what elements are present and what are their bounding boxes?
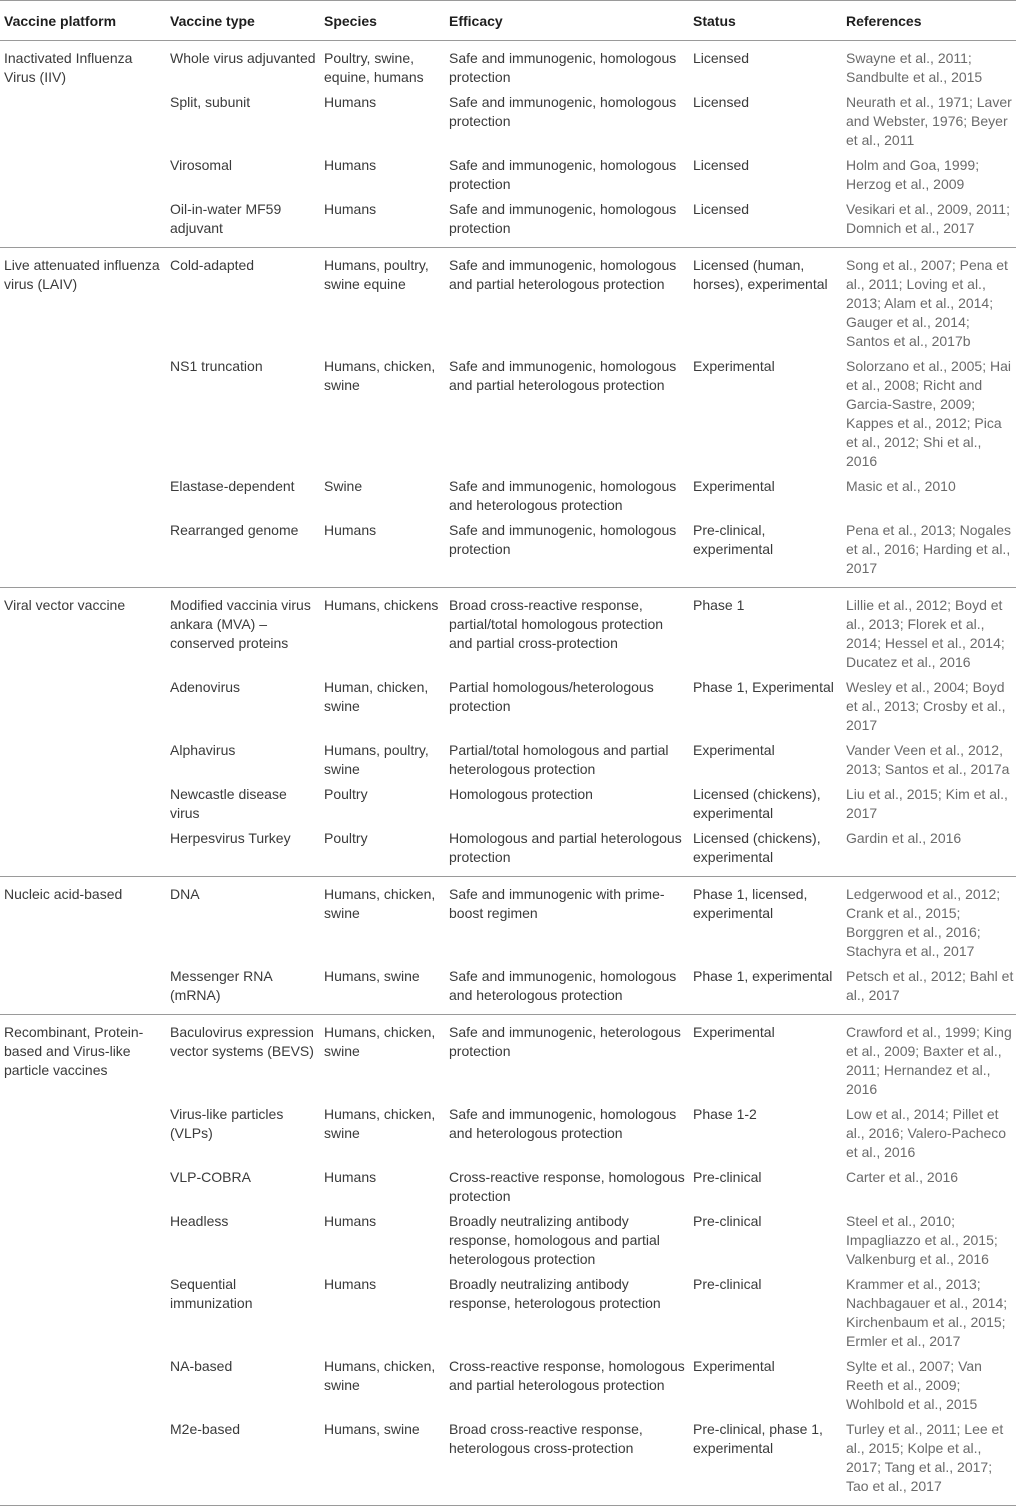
species-cell: Humans, chicken, swine [324, 358, 436, 393]
status-cell: Pre-clinical, experimental [693, 522, 774, 557]
references-cell: Masic et al., 2010 [846, 478, 956, 494]
vaccine-platform-cell: Nucleic acid-based [4, 886, 123, 902]
efficacy-cell: Safe and immunogenic, homologous protection [449, 94, 677, 129]
species-cell: Humans, swine [324, 968, 420, 984]
references-cell: Crawford et al., 1999; King et al., 2009; Baxter et al., 2011; Hernandez et al., 2016 [846, 1024, 1012, 1097]
species-cell: Humans, poultry, swine [324, 742, 429, 777]
efficacy-cell: Partial homologous/heterologous protection [449, 679, 654, 714]
efficacy-cell: Safe and immunogenic, homologous and partial heterologous protection [449, 358, 677, 393]
vaccine-type-cell: Oil-in-water MF59 adjuvant [170, 201, 282, 236]
vaccine-type-cell: Alphavirus [170, 742, 236, 758]
references-cell: Steel et al., 2010; Impagliazzo et al., 2015; Valkenburg et al., 2016 [846, 1213, 998, 1267]
references-cell: Gardin et al., 2016 [846, 830, 962, 846]
species-cell: Humans, swine [324, 1421, 420, 1437]
references-cell: Ledgerwood et al., 2012; Crank et al., 2015; Borggren et al., 2016; Stachyra et al., 2017 [846, 886, 1001, 959]
efficacy-cell: Safe and immunogenic, homologous and heterologous protection [449, 1106, 677, 1141]
vaccine-type-cell: Herpesvirus Turkey [170, 830, 291, 846]
species-cell: Humans [324, 522, 377, 538]
references-cell: Sylte et al., 2007; Van Reeth et al., 2009; Wohlbold et al., 2015 [846, 1358, 982, 1412]
platform-group [0, 1015, 1016, 1506]
efficacy-cell: Safe and immunogenic, homologous and heterologous protection [449, 478, 677, 513]
status-cell: Licensed [693, 50, 750, 66]
vaccine-platform-cell: Inactivated Influenza Virus (IIV) [4, 50, 133, 85]
references-cell: Pena et al., 2013; Nogales et al., 2016; Harding et al., 2017 [846, 522, 1012, 576]
vaccine-type-cell: Modified vaccinia virus ankara (MVA) – conserved proteins [170, 597, 311, 651]
status-cell: Phase 1, Experimental [693, 679, 834, 695]
efficacy-cell: Partial/total homologous and partial heterologous protection [449, 742, 669, 777]
table-row [0, 877, 1016, 968]
vaccine-type-cell: Newcastle disease virus [170, 786, 287, 821]
status-cell: Experimental [693, 1358, 775, 1374]
platform-group [0, 41, 1016, 248]
species-cell: Humans, chickens [324, 597, 439, 613]
references-cell: Carter et al., 2016 [846, 1169, 959, 1185]
efficacy-cell: Safe and immunogenic, homologous and heterologous protection [449, 968, 677, 1003]
status-cell: Licensed [693, 201, 750, 217]
status-cell: Experimental [693, 478, 775, 494]
status-cell: Licensed [693, 94, 750, 110]
references-cell: Neurath et al., 1971; Laver and Webster, 1976; Beyer et al., 2011 [846, 94, 1012, 148]
references-cell: Petsch et al., 2012; Bahl et al., 2017 [846, 968, 1014, 1003]
vaccine-type-cell: Baculovirus expression vector systems (BEVS) [170, 1024, 314, 1059]
species-cell: Humans, chicken, swine [324, 1024, 436, 1059]
vaccine-type-cell: Cold-adapted [170, 257, 255, 273]
species-cell: Poultry [324, 830, 368, 846]
platform-group [0, 877, 1016, 1015]
vaccine-type-cell: Messenger RNA (mRNA) [170, 968, 272, 1003]
species-cell: Humans, chicken, swine [324, 886, 436, 921]
references-cell: Liu et al., 2015; Kim et al., 2017 [846, 786, 1008, 821]
efficacy-cell: Safe and immunogenic with prime-boost regimen [449, 886, 665, 921]
vaccine-type-cell: Whole virus adjuvanted [170, 50, 316, 66]
header-vaccine-platform: Vaccine platform [4, 12, 117, 29]
status-cell: Pre-clinical [693, 1169, 762, 1185]
references-cell: Wesley et al., 2004; Boyd et al., 2013; Crosby et al., 2017 [846, 679, 1006, 733]
references-cell: Low et al., 2014; Pillet et al., 2016; Valero-Pacheco et al., 2016 [846, 1106, 1007, 1160]
efficacy-cell: Safe and immunogenic, homologous and partial heterologous protection [449, 257, 677, 292]
species-cell: Poultry [324, 786, 368, 802]
references-cell: Lillie et al., 2012; Boyd et al., 2013; Florek et al., 2014; Hessel et al., 2014; Ducatez et al., 2016 [846, 597, 1005, 670]
vaccine-type-cell: NA-based [170, 1358, 233, 1374]
vaccine-type-cell: Sequential immunization [170, 1276, 253, 1311]
status-cell: Experimental [693, 1024, 775, 1040]
references-cell: Swayne et al., 2011; Sandbulte et al., 2015 [846, 50, 983, 85]
species-cell: Humans [324, 1213, 377, 1229]
efficacy-cell: Homologous protection [449, 786, 593, 802]
vaccine-type-cell: Virus-like particles (VLPs) [170, 1106, 284, 1141]
vaccine-platform-cell: Recombinant, Protein-based and Virus-like particle vaccines [4, 1024, 144, 1078]
species-cell: Swine [324, 478, 363, 494]
efficacy-cell: Broadly neutralizing antibody response, heterologous protection [449, 1276, 661, 1311]
status-cell: Pre-clinical [693, 1276, 762, 1292]
species-cell: Humans, chicken, swine [324, 1106, 436, 1141]
references-cell: Vander Veen et al., 2012, 2013; Santos et al., 2017a [846, 742, 1010, 777]
header-efficacy: Efficacy [449, 12, 503, 29]
species-cell: Humans [324, 1276, 377, 1292]
efficacy-cell: Broad cross-reactive response, partial/total homologous protection and partial cross-protection [449, 597, 664, 651]
references-cell: Solorzano et al., 2005; Hai et al., 2008; Richt and Garcia-Sastre, 2009; Kappes et al., 2012; Pica et al., 2012; Shi et al., 2016 [846, 358, 1011, 469]
status-cell: Experimental [693, 358, 775, 374]
efficacy-cell: Safe and immunogenic, homologous protection [449, 157, 677, 192]
header-status: Status [693, 12, 736, 29]
efficacy-cell: Safe and immunogenic, homologous protection [449, 50, 677, 85]
status-cell: Licensed [693, 157, 750, 173]
status-cell: Licensed (chickens), experimental [693, 786, 821, 821]
header-species: Species [324, 12, 377, 29]
efficacy-cell: Cross-reactive response, homologous protection [449, 1169, 685, 1204]
status-cell: Phase 1 [693, 597, 745, 613]
species-cell: Humans [324, 94, 377, 110]
vaccine-type-cell: M2e-based [170, 1421, 241, 1437]
vaccine-platform-cell: Live attenuated influenza virus (LAIV) [4, 257, 160, 292]
efficacy-cell: Safe and immunogenic, heterologous protection [449, 1024, 681, 1059]
header-vaccine-type: Vaccine type [170, 12, 255, 29]
status-cell: Licensed (human, horses), experimental [693, 257, 828, 292]
status-cell: Phase 1-2 [693, 1106, 757, 1122]
status-cell: Experimental [693, 742, 775, 758]
header-references: References [846, 12, 922, 29]
references-cell: Vesikari et al., 2009, 2011; Domnich et al., 2017 [846, 201, 1010, 236]
references-cell: Krammer et al., 2013; Nachbagauer et al., 2014; Kirchenbaum et al., 2015; Ermler et al., 2017 [846, 1276, 1008, 1349]
efficacy-cell: Homologous and partial heterologous protection [449, 830, 682, 865]
vaccine-type-cell: Elastase-dependent [170, 478, 295, 494]
vaccine-type-cell: Virosomal [170, 157, 232, 173]
platform-group [0, 588, 1016, 877]
table-row [0, 1015, 1016, 1106]
species-cell: Humans [324, 157, 377, 173]
vaccine-type-cell: Split, subunit [170, 94, 251, 110]
efficacy-cell: Safe and immunogenic, homologous protection [449, 522, 677, 557]
efficacy-cell: Cross-reactive response, homologous and partial heterologous protection [449, 1358, 685, 1393]
status-cell: Phase 1, experimental [693, 968, 833, 984]
table-row [0, 248, 1016, 358]
references-cell: Turley et al., 2011; Lee et al., 2015; Kolpe et al., 2017; Tang et al., 2017; Tao et al., 2017 [846, 1421, 1004, 1494]
species-cell: Poultry, swine, equine, humans [324, 50, 424, 85]
species-cell: Humans, poultry, swine equine [324, 257, 429, 292]
vaccine-type-cell: DNA [170, 886, 200, 902]
vaccine-type-cell: Adenovirus [170, 679, 241, 695]
platform-group [0, 248, 1016, 588]
species-cell: Humans, chicken, swine [324, 1358, 436, 1393]
species-cell: Humans [324, 1169, 377, 1185]
efficacy-cell: Broad cross-reactive response, heterologous cross-protection [449, 1421, 643, 1456]
species-cell: Humans [324, 201, 377, 217]
references-cell: Song et al., 2007; Pena et al., 2011; Loving et al., 2013; Alam et al., 2014; Gauger et al., 2014; Santos et al., 2017b [846, 257, 1008, 349]
efficacy-cell: Safe and immunogenic, homologous protection [449, 201, 677, 236]
table-row [0, 41, 1016, 94]
vaccine-type-cell: Rearranged genome [170, 522, 299, 538]
vaccine-type-cell: Headless [170, 1213, 229, 1229]
table-row [0, 588, 1016, 679]
status-cell: Pre-clinical [693, 1213, 762, 1229]
status-cell: Phase 1, licensed, experimental [693, 886, 808, 921]
efficacy-cell: Broadly neutralizing antibody response, homologous and partial heterologous protection [449, 1213, 660, 1267]
references-cell: Holm and Goa, 1999; Herzog et al., 2009 [846, 157, 980, 192]
table-header [0, 1, 1016, 41]
species-cell: Human, chicken, swine [324, 679, 429, 714]
status-cell: Licensed (chickens), experimental [693, 830, 821, 865]
status-cell: Pre-clinical, phase 1, experimental [693, 1421, 823, 1456]
header-row [0, 1, 1016, 41]
vaccine-type-cell: VLP-COBRA [170, 1169, 251, 1185]
vaccine-platform-cell: Viral vector vaccine [4, 597, 126, 613]
vaccine-type-cell: NS1 truncation [170, 358, 263, 374]
